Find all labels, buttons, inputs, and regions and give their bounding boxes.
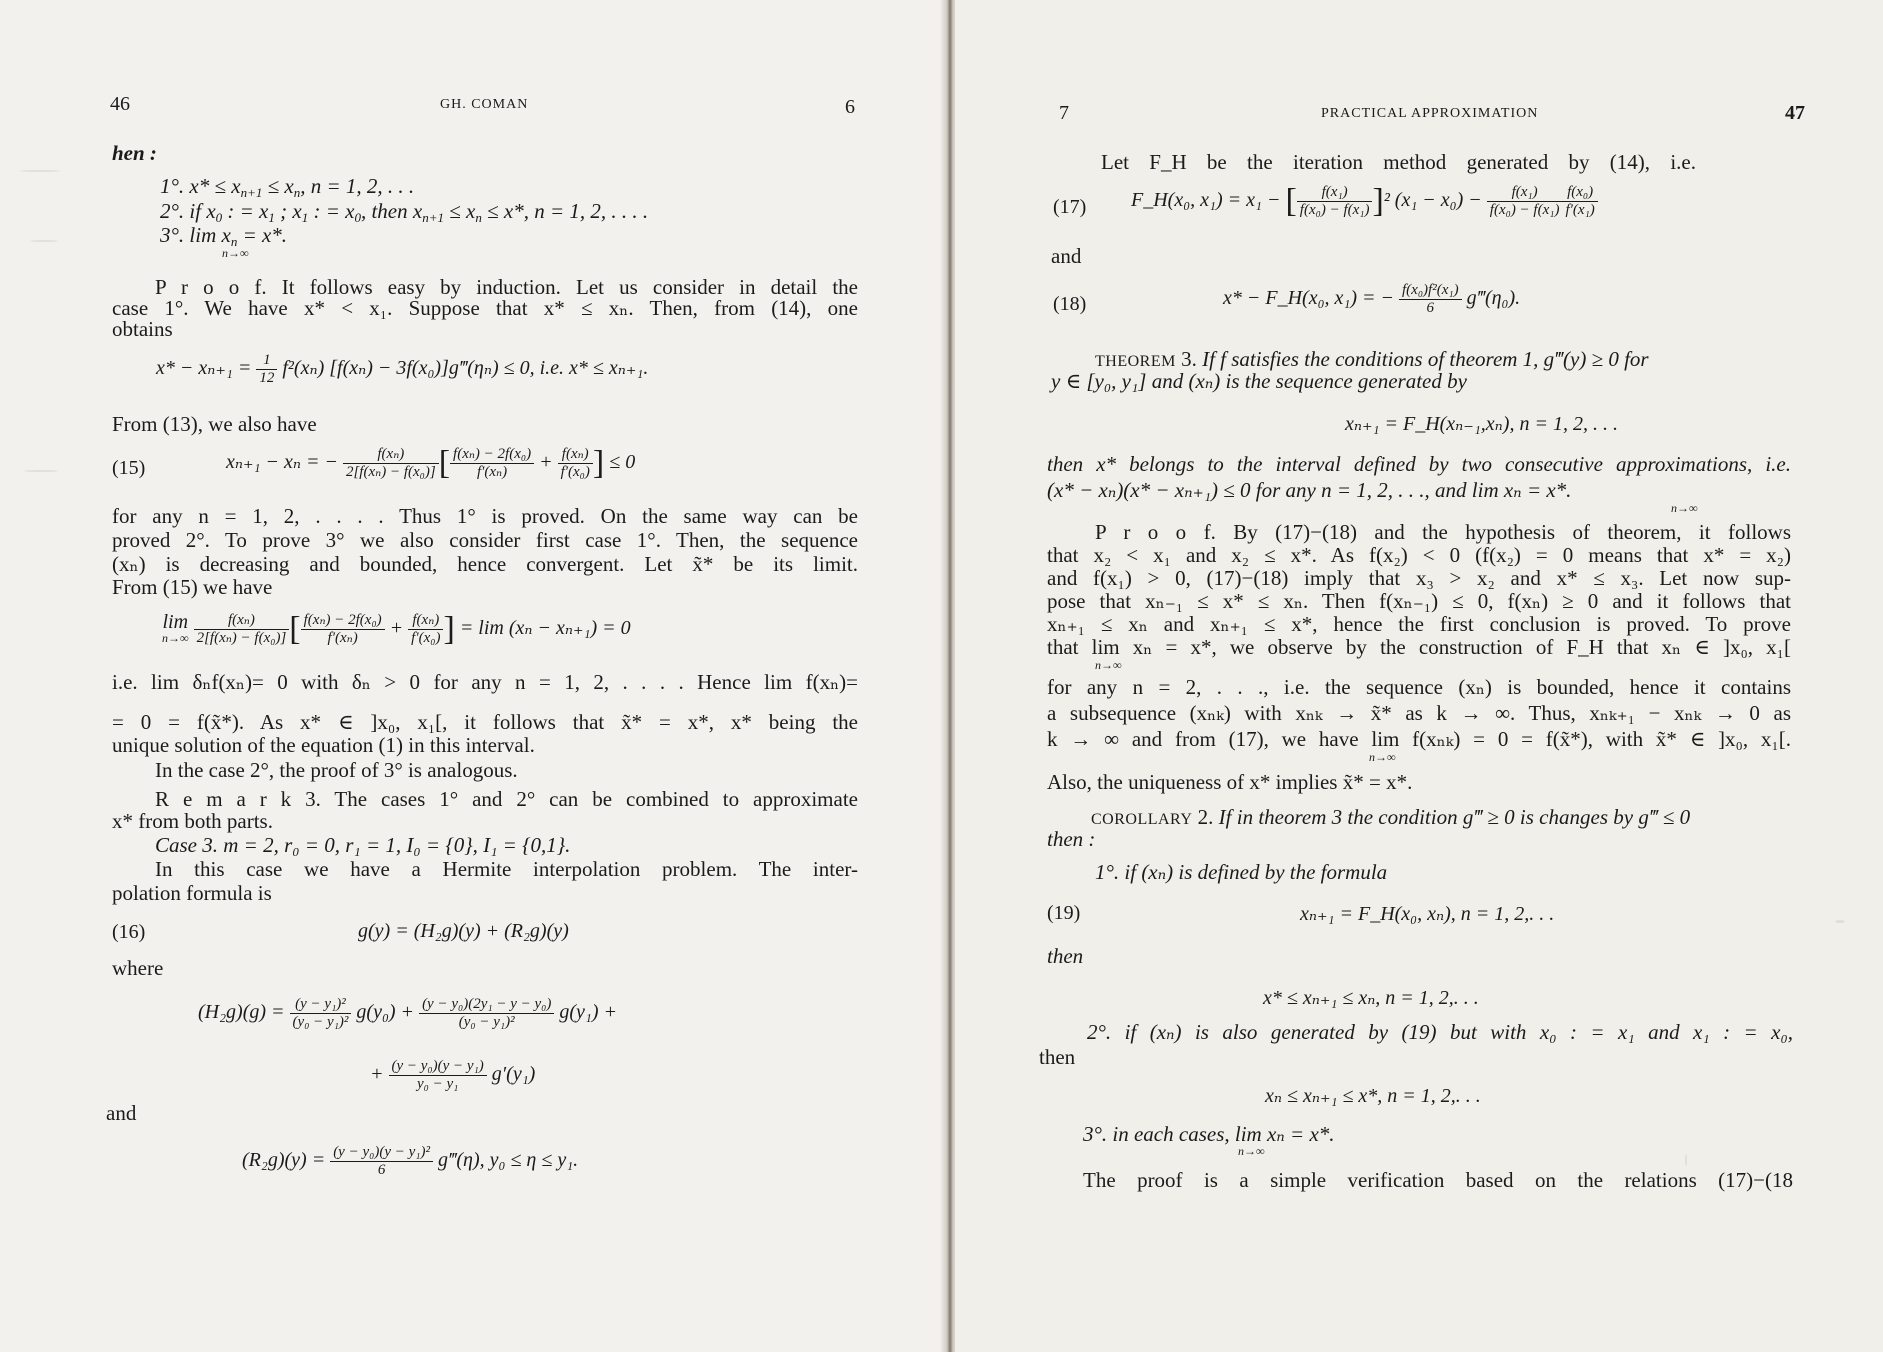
text-line: Case 3. m = 2, r₀ = 0, r₁ = 1, I₀ = {0}, I₁ = {0,1}. bbox=[155, 833, 571, 857]
equation: (R₂g)(y) = $\frac{\text{(y − y₀)(y − y₁)²}}{6}$ g‴(η), y₀ ≤ η ≤ y₁. bbox=[242, 1144, 579, 1178]
text-line: Also, the uniqueness of x* implies x̃* = x*. bbox=[1047, 770, 1413, 794]
text-line: i.e. lim δₙf(xₙ)= 0 with δₙ > 0 for any n = 1, 2, . . . . Hence lim f(xₙ)= bbox=[112, 670, 858, 694]
text-line: obtains bbox=[112, 317, 173, 341]
right-page bbox=[955, 0, 1883, 1352]
text-line: (xₙ) is decreasing and bounded, hence convergent. Let x̃* be its limit. bbox=[112, 552, 858, 576]
text-line: From (15) we have bbox=[112, 575, 273, 599]
text-line: y ∈ [y₀, y₁] and (xₙ) is the sequence generated by bbox=[1051, 369, 1467, 393]
equation: xₙ₊₁ = F_H(x₀, xₙ), n = 1, 2,. . . bbox=[1300, 903, 1555, 925]
text-line: where bbox=[112, 956, 164, 980]
text-line: = 0 = f(x̃*). As x* ∈ ]x₀, x₁[, it follows that x̃* = x*, x* being the bbox=[112, 710, 858, 734]
equation-label: (16) bbox=[112, 921, 146, 943]
text-line: then x* belongs to the interval defined by two consecutive approximations, i.e. bbox=[1047, 452, 1791, 476]
text-line: The proof is a simple verification based on the relations (17)−(18 bbox=[1083, 1168, 1793, 1192]
text-line: xₙ₊₁ ≤ xₙ and xₙ₊₁ ≤ x*, hence the first conclusion is proved. To prove bbox=[1047, 612, 1791, 636]
text-line: P r o o f. By (17)−(18) and the hypothesis of theorem, it follows bbox=[1095, 520, 1791, 544]
text-line: From (13), we also have bbox=[112, 412, 317, 436]
text-line: 1°. $x* \le x_{n+1} \le x_n$, n = 1, 2, . . . bbox=[160, 174, 415, 200]
text-line: and bbox=[1051, 244, 1082, 268]
lim-subscript: n→∞ bbox=[1671, 501, 1698, 515]
equation-label: (19) bbox=[1047, 902, 1081, 924]
text-line: (x* − xₙ)(x* − xₙ₊₁) ≤ 0 for any n = 1, 2, . . ., and lim xₙ = x*. bbox=[1047, 478, 1572, 502]
text-line: polation formula is bbox=[112, 881, 272, 905]
equation: xₙ₊₁ − xₙ = − $\frac{\text{f(xₙ)}}{\text{2[f(xₙ) − f(x₀)]}}$ [ $\frac{\text{f(xₙ) − 2f(x₀)}}{\text{f′(xₙ)}}$ + $\frac{\text{f(xₙ)}}{\text{f′(x₀)}}$ ] ≤ 0 bbox=[226, 444, 636, 482]
text-line: for any n = 1, 2, . . . . Thus 1° is proved. On the same way can be bbox=[112, 504, 858, 528]
text-line: 3°. in each cases, lim xₙ = x*. bbox=[1083, 1122, 1335, 1146]
section-number: 6 bbox=[845, 96, 855, 118]
equation: xₙ₊₁ = F_H(xₙ₋₁,xₙ), n = 1, 2, . . . bbox=[1345, 413, 1618, 435]
equation: lim n→∞ $\frac{\text{f(xₙ)}}{\text{2[f(xₙ) − f(x₀)]}}$ [ $\frac{\text{f(xₙ) − 2f(x₀)}}{\text{f′(xₙ)}}$ + $\frac{\text{f(xₙ)}}{\text{f′(x₀)}}$ ] = lim (xₙ − xₙ₊₁) = 0 bbox=[162, 610, 631, 648]
text-line: 2°. if $x_0$ : = $x_1$ ; $x_1$ : = $x_0$, then $x_{n+1} \le x_n \le x*$, n = 1, 2, . . . . bbox=[160, 199, 649, 225]
text-line: for any n = 2, . . ., i.e. the sequence (xₙ) is bounded, hence it contains bbox=[1047, 675, 1791, 699]
text-line: In this case we have a Hermite interpolation problem. The inter- bbox=[155, 857, 858, 881]
equation: (H₂g)(g) = $\frac{\text{(y − y₁)²}}{\text{(y₀ − y₁)²}}$ g(y₀) + $\frac{\text{(y − y₀)(2y₁ − y − y₀)}}{\text{(y₀ − y₁)²}}$ g(y₁) + bbox=[198, 996, 617, 1030]
text-line: a subsequence (xₙₖ) with xₙₖ → x̃* as k → ∞. Thus, xₙₖ₊₁ − xₙₖ → 0 as bbox=[1047, 701, 1791, 725]
text-line: 3°. $\lim x_n = x*$. bbox=[160, 223, 288, 249]
text-line: k → ∞ and from (17), we have lim f(xₙₖ) = 0 = f(x̃*), with x̃* ∈ ]x₀, x₁[. bbox=[1047, 727, 1791, 751]
running-head: GH. COMAN bbox=[440, 97, 529, 112]
equation: + $\frac{\text{(y − y₀)(y − y₁)}}{\text{y₀ − y₁}}$ g′(y₁) bbox=[370, 1058, 536, 1092]
equation-label: (18) bbox=[1053, 293, 1087, 315]
text-line: then bbox=[1039, 1045, 1076, 1069]
page-number: 47 bbox=[1785, 102, 1805, 124]
text-line: P r o o f. It follows easy by induction. Let us consider in detail the bbox=[155, 275, 858, 299]
text-line: then bbox=[1047, 944, 1084, 968]
text-line: R e m a r k 3. The cases 1° and 2° can be combined to approximate bbox=[155, 787, 858, 811]
equation: x* ≤ xₙ₊₁ ≤ xₙ, n = 1, 2,. . . bbox=[1263, 987, 1479, 1009]
text-line: and f(x₁) > 0, (17)−(18) imply that x₃ > x₂ and x* ≤ x₃. Let now sup- bbox=[1047, 566, 1791, 590]
text-line: 1°. if (xₙ) is defined by the formula bbox=[1095, 860, 1388, 884]
lim-subscript: n→∞ bbox=[1238, 1144, 1265, 1158]
text-line: 2°. if (xₙ) is also generated by (19) but with x₀ : = x₁ and x₁ : = x₀, bbox=[1087, 1020, 1793, 1044]
text-line: pose that xₙ₋₁ ≤ x* ≤ xₙ. Then f(xₙ₋₁) ≤ 0, f(xₙ) ≥ 0 and it follows that bbox=[1047, 589, 1791, 613]
text-line: hen : bbox=[112, 141, 157, 165]
equation-label: (17) bbox=[1053, 196, 1087, 218]
lim-subscript: n→∞ bbox=[1095, 658, 1122, 672]
equation: F_H(x₀, x₁) = x₁ − [ $\frac{\text{f(x₁)}}{\text{f(x₀) − f(x₁)}}$ ]² (x₁ − x₀) − $\frac{\text{f(x₁)}}{\text{f(x₀) − f(x₁)}}$ $\frac{\text{f(x₀)}}{\text{f′(x₁)}}$ bbox=[1131, 184, 1598, 219]
text-line: proved 2°. To prove 3° we also consider first case 1°. Then, the sequence bbox=[112, 528, 858, 552]
text-line: unique solution of the equation (1) in this interval. bbox=[112, 733, 535, 757]
section-number: 7 bbox=[1059, 102, 1069, 124]
theorem-line: THEOREM 3. If f satisfies the conditions of theorem 1, g‴(y) ≥ 0 for bbox=[1095, 347, 1649, 371]
corollary-line: COROLLARY 2. If in theorem 3 the condition g‴ ≥ 0 is changes by g‴ ≤ 0 bbox=[1091, 805, 1691, 829]
page-number: 46 bbox=[110, 93, 130, 115]
text-line: Let F_H be the iteration method generated by (14), i.e. bbox=[1101, 150, 1696, 174]
lim-subscript: n→∞ bbox=[1369, 750, 1396, 764]
equation: g(y) = (H₂g)(y) + (R₂g)(y) bbox=[358, 920, 569, 942]
text-line: x* from both parts. bbox=[112, 809, 273, 833]
equation-label: (15) bbox=[112, 457, 146, 479]
lim-subscript: n→∞ bbox=[222, 246, 249, 260]
equation: x* − xₙ₊₁ = $\frac{1}{12}$ f²(xₙ) [f(xₙ) − 3f(x₀)]g‴(ηₙ) ≤ 0, i.e. x* ≤ xₙ₊₁. bbox=[156, 352, 649, 386]
text-line: and bbox=[106, 1101, 137, 1125]
text-line: that x₂ < x₁ and x₂ ≤ x*. As f(x₂) < 0 (f(x₂) = 0 means that x* = x₂) bbox=[1047, 543, 1791, 567]
equation: x* − F_H(x₀, x₁) = − $\frac{\text{f(x₀)f²(x₁)}}{6}$ g‴(η₀). bbox=[1223, 282, 1521, 316]
text-line: In the case 2°, the proof of 3° is analogous. bbox=[155, 758, 518, 782]
running-head: PRACTICAL APPROXIMATION bbox=[1321, 106, 1539, 121]
text-line: case 1°. We have x* < x₁. Suppose that x* ≤ xₙ. Then, from (14), one bbox=[112, 296, 858, 320]
text-line: that lim xₙ = x*, we observe by the construction of F_H that xₙ ∈ ]x₀, x₁[ bbox=[1047, 635, 1791, 659]
equation: xₙ ≤ xₙ₊₁ ≤ x*, n = 1, 2,. . . bbox=[1265, 1085, 1481, 1107]
text-line: then : bbox=[1047, 827, 1096, 851]
